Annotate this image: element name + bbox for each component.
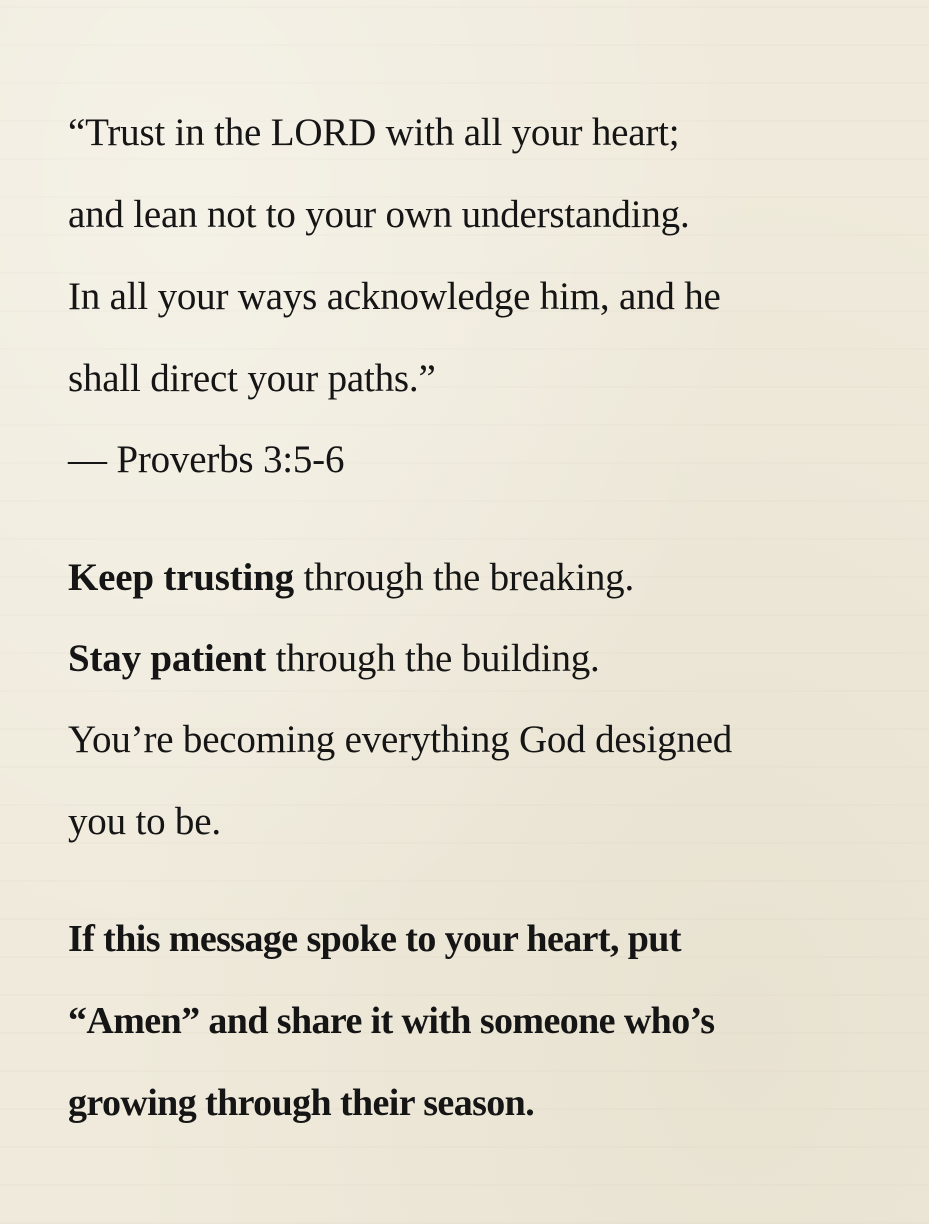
cta-line: “Amen” and share it with someone who’s	[68, 1000, 715, 1042]
quote-attribution: — Proverbs 3:5-6	[68, 438, 345, 481]
cta-line: If this message spoke to your heart, put	[68, 918, 681, 960]
encouragement-line: you to be.	[68, 800, 221, 843]
quote-line: and lean not to your own understanding.	[68, 193, 690, 236]
encouragement-text: through the building.	[266, 637, 600, 680]
emphasis-text: Keep trusting	[68, 556, 294, 599]
quote-line: “Trust in the LORD with all your heart;	[68, 111, 680, 154]
encouragement-line	[68, 636, 600, 682]
quote-line: In all your ways acknowledge him, and he	[68, 275, 721, 318]
encouragement-line: You’re becoming everything God designed	[68, 718, 733, 761]
encouragement-text: through the breaking.	[293, 556, 634, 599]
cta-line: growing through their season.	[68, 1082, 535, 1124]
emphasis-text: Stay patient	[68, 637, 267, 680]
quote-line: shall direct your paths.”	[68, 357, 436, 400]
encouragement-line	[68, 555, 634, 601]
